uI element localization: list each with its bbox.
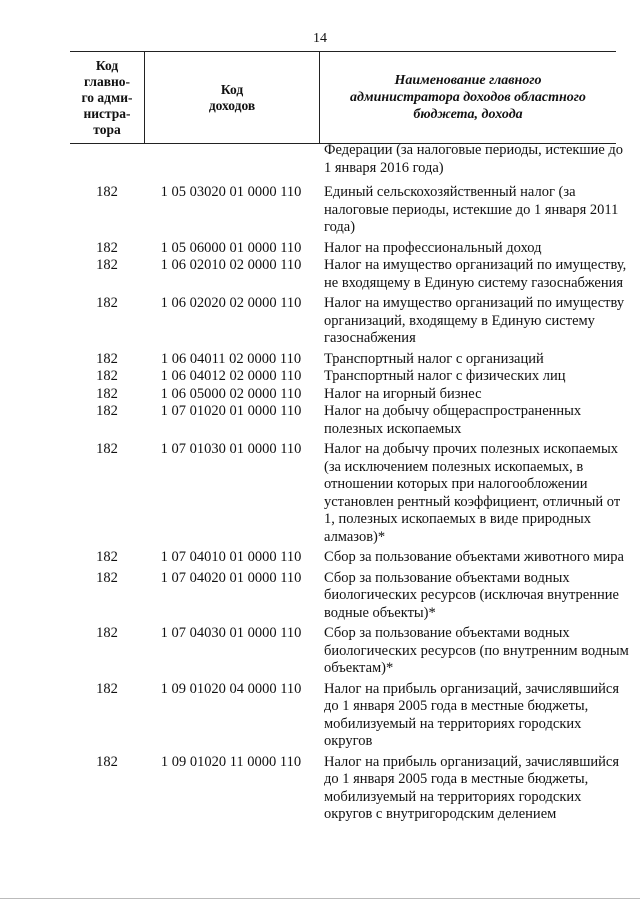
income-code: 1 07 01030 01 0000 110 [160,441,302,457]
table-row [70,368,630,386]
admin-code: 182 [96,441,118,457]
income-name: Налог на профессиональный доход [324,239,542,256]
admin-code: 182 [96,549,118,565]
admin-code: 182 [96,403,118,419]
income-name: Налог на имущество организаций по имуществу организаций, входящему в Единую систему газоснабжения [324,295,625,346]
header-line: Наименование главного [394,73,542,88]
admin-code: 182 [96,239,118,256]
admin-code: 182 [96,569,118,586]
admin-code: 182 [96,368,118,384]
income-code: 1 05 03020 01 0000 110 [160,184,302,200]
income-code: 1 06 04011 02 0000 110 [160,350,302,367]
table-row [70,386,630,404]
income-name: Налог на прибыль организаций, зачислявшийся до 1 января 2005 года в местные бюджеты, мобилизуемый на территориях городских округов [324,680,619,749]
header-line: доходов [208,97,256,113]
income-name: Налог на добычу прочих полезных ископаемых (за исключением полезных ископаемых, в отношении которых при налогообложении установлен рентный коэффициент, отличный от 1, полезных ископаемых в виде природных алмазов)* [324,441,621,545]
table-row [70,257,630,292]
header-line: нистра- [83,105,131,121]
income-name: Налог на игорный бизнес [324,385,482,402]
admin-code: 182 [96,753,118,770]
income-name: Налог на добычу общераспространенных полезных ископаемых [324,403,582,437]
header-income-code [144,52,320,143]
table-row [70,403,630,438]
table-row [70,681,630,751]
income-code: 1 07 04030 01 0000 110 [160,625,302,641]
table-row [70,295,630,348]
admin-code: 182 [96,680,118,697]
admin-code [70,142,144,177]
income-code: 1 07 01020 01 0000 110 [160,403,302,419]
table-row [70,570,630,623]
header-line: Код [95,57,119,73]
income-name: Транспортный налог с организаций [324,350,544,367]
table-row [70,549,630,567]
income-code: 1 06 04012 02 0000 110 [160,368,302,384]
admin-code: 182 [96,184,118,200]
income-name: Налог на прибыль организаций, зачислявшийся до 1 января 2005 года в местные бюджеты, мобилизуемый на территориях городских округов с внутригородским делением [324,753,619,822]
table-row [70,184,630,237]
admin-code: 182 [96,625,118,641]
table-row [70,240,630,258]
income-code: 1 06 02020 02 0000 110 [160,295,302,311]
income-code: 1 07 04010 01 0000 110 [160,549,302,565]
income-name: Сбор за пользование объектами животного мира [324,549,624,565]
income-code: 1 05 06000 01 0000 110 [160,239,302,256]
income-name: Сбор за пользование объектами водных биологических ресурсов (исключая внутренние водные объекты)* [324,569,619,621]
table-header [70,51,616,144]
income-name: Транспортный налог с физических лиц [324,368,566,384]
admin-code: 182 [96,350,118,367]
page-number: 14 [313,31,327,46]
income-code: 1 06 05000 02 0000 110 [160,385,302,402]
header-line: Код [220,81,244,97]
income-name: Единый сельскохозяйственный налог (за налоговые периоды, истекшие до 1 января 2011 года) [324,184,619,235]
admin-code: 182 [96,257,118,273]
income-code: 1 09 01020 04 0000 110 [160,680,302,697]
income-name: Налог на имущество организаций по имуществу, не входящему в Единую систему газоснабжения [324,257,627,291]
table-row [70,142,630,177]
header-line: го адми- [81,89,133,105]
income-code [144,142,318,177]
header-line: тора [93,121,121,137]
income-code: 1 07 04020 01 0000 110 [160,569,302,586]
table-row [70,754,630,824]
header-line: бюджета, дохода [413,107,523,122]
table-body [70,142,630,824]
income-code: 1 09 01020 11 0000 110 [160,753,302,770]
header-line: администратора доходов областного [350,90,586,105]
table-row [70,351,630,369]
admin-code: 182 [96,295,118,311]
page-bottom-edge [0,898,640,899]
table-row [70,625,630,678]
income-name: Сбор за пользование объектами водных биологических ресурсов (по внутренним водным объектам)* [324,625,629,676]
header-name [320,52,616,143]
header-line: главно- [83,73,131,89]
header-admin-code [70,52,144,143]
table-row [70,441,630,546]
income-name: Федерации (за налоговые периоды, истекшие до 1 января 2016 года) [324,142,624,176]
income-code: 1 06 02010 02 0000 110 [160,257,302,273]
admin-code: 182 [96,385,118,402]
